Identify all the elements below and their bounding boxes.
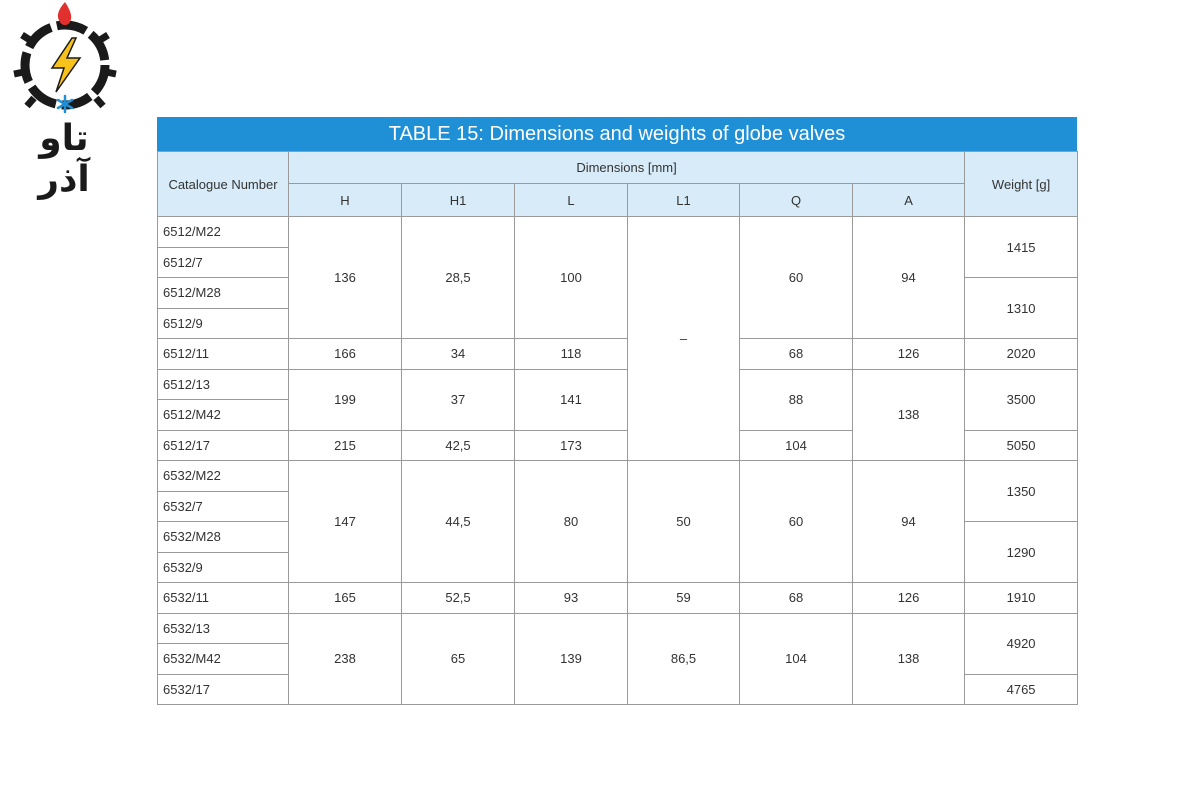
value-cell: 215 <box>289 430 402 461</box>
catalogue-cell: 6532/M22 <box>158 461 289 492</box>
value-cell: 126 <box>853 339 965 370</box>
value-cell: 34 <box>402 339 515 370</box>
weight-cell: 1350 <box>965 461 1078 522</box>
value-cell: 86,5 <box>628 613 740 705</box>
value-cell: 136 <box>289 217 402 339</box>
value-cell: 138 <box>853 369 965 461</box>
catalogue-cell: 6512/M22 <box>158 217 289 248</box>
table-title: TABLE 15: Dimensions and weights of globe valves <box>157 117 1077 151</box>
header-col-a: A <box>853 184 965 217</box>
globe-valves-table-container <box>157 117 1077 705</box>
catalogue-cell: 6512/M42 <box>158 400 289 431</box>
value-cell: 94 <box>853 217 965 339</box>
catalogue-cell: 6532/9 <box>158 552 289 583</box>
catalogue-cell: 6512/11 <box>158 339 289 370</box>
catalogue-cell: 6512/7 <box>158 247 289 278</box>
catalogue-cell: 6512/M28 <box>158 278 289 309</box>
header-catalogue-number: Catalogue Number <box>158 152 289 217</box>
weight-cell: 2020 <box>965 339 1078 370</box>
header-col-l1: L1 <box>628 184 740 217</box>
lightning-bolt-icon <box>52 38 80 92</box>
catalogue-cell: 6532/13 <box>158 613 289 644</box>
catalogue-cell: 6532/M28 <box>158 522 289 553</box>
value-cell: 37 <box>402 369 515 430</box>
value-cell: 68 <box>740 339 853 370</box>
value-cell: 28,5 <box>402 217 515 339</box>
catalogue-cell: 6532/17 <box>158 674 289 705</box>
flame-icon <box>58 2 71 25</box>
value-cell: 80 <box>515 461 628 583</box>
catalogue-cell: 6532/11 <box>158 583 289 614</box>
value-cell: 138 <box>853 613 965 705</box>
weight-cell: 1910 <box>965 583 1078 614</box>
value-cell: 94 <box>853 461 965 583</box>
catalogue-cell: 6512/17 <box>158 430 289 461</box>
table-row <box>158 613 1078 644</box>
value-cell: 42,5 <box>402 430 515 461</box>
value-cell: 44,5 <box>402 461 515 583</box>
value-cell: 126 <box>853 583 965 614</box>
weight-cell: 5050 <box>965 430 1078 461</box>
dimensions-table <box>157 151 1078 705</box>
value-cell: 199 <box>289 369 402 430</box>
weight-cell: 1415 <box>965 217 1078 278</box>
value-cell: 68 <box>740 583 853 614</box>
catalogue-cell: 6512/9 <box>158 308 289 339</box>
value-cell: 59 <box>628 583 740 614</box>
value-cell: 88 <box>740 369 853 430</box>
value-cell: – <box>628 217 740 461</box>
table-row <box>158 369 1078 400</box>
weight-cell: 3500 <box>965 369 1078 430</box>
value-cell: 60 <box>740 461 853 583</box>
weight-cell: 1290 <box>965 522 1078 583</box>
header-col-h1: H1 <box>402 184 515 217</box>
header-dimensions: Dimensions [mm] <box>289 152 965 184</box>
table-row <box>158 461 1078 492</box>
value-cell: 93 <box>515 583 628 614</box>
header-weight: Weight [g] <box>965 152 1078 217</box>
value-cell: 100 <box>515 217 628 339</box>
value-cell: 238 <box>289 613 402 705</box>
catalogue-cell: 6532/M42 <box>158 644 289 675</box>
value-cell: 118 <box>515 339 628 370</box>
catalogue-cell: 6512/13 <box>158 369 289 400</box>
table-row <box>158 339 1078 370</box>
catalogue-cell: 6532/7 <box>158 491 289 522</box>
value-cell: 141 <box>515 369 628 430</box>
value-cell: 173 <box>515 430 628 461</box>
value-cell: 166 <box>289 339 402 370</box>
value-cell: 147 <box>289 461 402 583</box>
value-cell: 165 <box>289 583 402 614</box>
value-cell: 60 <box>740 217 853 339</box>
table-row <box>158 217 1078 248</box>
value-cell: 52,5 <box>402 583 515 614</box>
header-col-h: H <box>289 184 402 217</box>
header-col-q: Q <box>740 184 853 217</box>
value-cell: 104 <box>740 430 853 461</box>
weight-cell: 4920 <box>965 613 1078 674</box>
value-cell: 139 <box>515 613 628 705</box>
value-cell: 104 <box>740 613 853 705</box>
weight-cell: 1310 <box>965 278 1078 339</box>
header-col-l: L <box>515 184 628 217</box>
logo-wordmark: تاو آذر <box>38 118 90 200</box>
table-row <box>158 583 1078 614</box>
value-cell: 50 <box>628 461 740 583</box>
value-cell: 65 <box>402 613 515 705</box>
weight-cell: 4765 <box>965 674 1078 705</box>
